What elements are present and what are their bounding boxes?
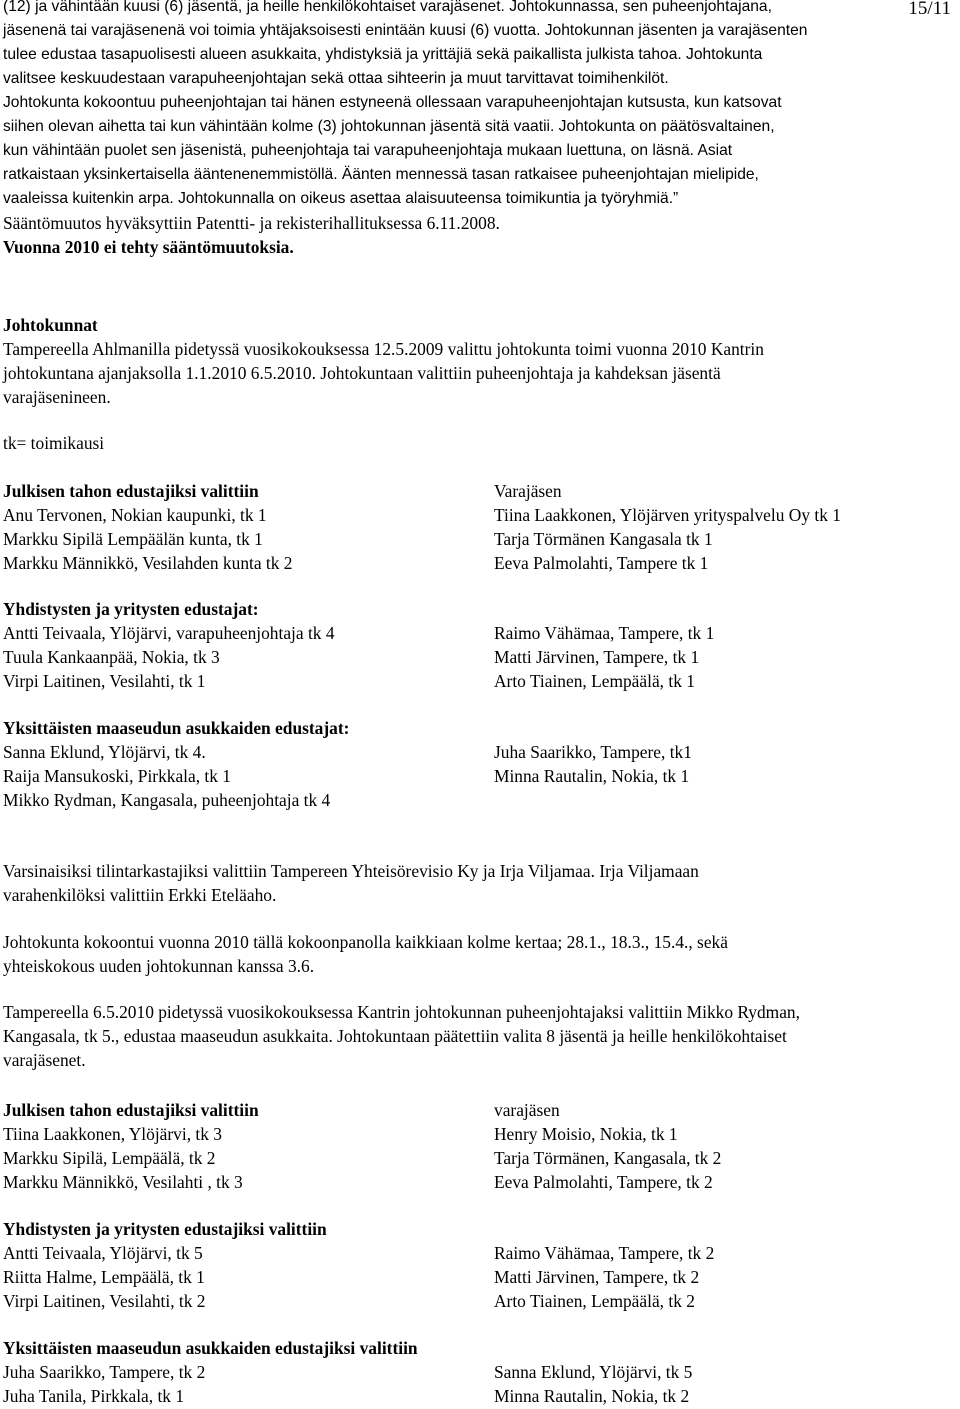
- text-line: Tampereella Ahlmanilla pidetyssä vuosikokouksessa 12.5.2009 valittu johtokunta toimi vuonna 2010 Kantrin: [3, 339, 764, 359]
- member-row: [3, 1384, 957, 1408]
- member-header-row: [3, 1217, 957, 1241]
- board-2010-rural: [3, 1336, 957, 1408]
- member-header-row: [3, 479, 957, 503]
- text-line: varajäsenet.: [3, 1050, 86, 1070]
- deputy: Minna Rautalin, Nokia, tk 1: [494, 766, 690, 786]
- page-number: 15/11: [908, 0, 951, 19]
- tk-note: [3, 431, 957, 455]
- member-row: [3, 764, 957, 788]
- member: Markku Sipilä Lempäälän kunta, tk 1: [3, 529, 263, 549]
- deputy: Eeva Palmolahti, Tampere, tk 2: [494, 1172, 713, 1192]
- board-2010-public: [3, 1098, 957, 1194]
- member-header-row: [3, 716, 957, 740]
- member-row: [3, 1241, 957, 1265]
- board-2009-public: [3, 479, 957, 575]
- member-row: [3, 1170, 957, 1194]
- board-2009-rural: [3, 716, 957, 812]
- board-2009-associations: [3, 597, 957, 693]
- group-heading: Julkisen tahon edustajiksi valittiin: [3, 481, 259, 501]
- member-row: [3, 527, 957, 551]
- deputy: Tiina Laakkonen, Ylöjärven yrityspalvelu Oy tk 1: [494, 505, 841, 525]
- text-line: siihen olevan aihetta tai kun vähintään kolme (3) johtokunnan jäsentä sitä vaatii. Johtokunta on päätösvaltainen,: [3, 118, 775, 135]
- group-heading: Yksittäisten maaseudun asukkaiden edustajat:: [3, 718, 350, 738]
- member: Virpi Laitinen, Vesilahti, tk 2: [3, 1291, 206, 1311]
- section-heading: Johtokunnat: [3, 315, 98, 335]
- member-row: [3, 1122, 957, 1146]
- no-amendment-line: Vuonna 2010 ei tehty sääntömuutoksia.: [3, 237, 294, 257]
- meetings-paragraph: [3, 930, 957, 978]
- text-line: Kangasala, tk 5., edustaa maaseudun asukkaita. Johtokuntaan päätettiin valita 8 jäsentä ja heille henkilökohtaiset: [3, 1026, 787, 1046]
- text-line: kun vähintään puolet sen jäsenistä, puheenjohtaja tai varapuheenjohtaja mukaan luettuna, on läsnä. Asiat: [3, 142, 733, 159]
- member: Markku Männikkö, Vesilahden kunta tk 2: [3, 553, 293, 573]
- member: Tiina Laakkonen, Ylöjärvi, tk 3: [3, 1124, 222, 1144]
- member-row: [3, 740, 957, 764]
- member: Mikko Rydman, Kangasala, puheenjohtaja tk 4: [3, 790, 331, 810]
- text-line: valitsee keskuudestaan varapuheenjohtajan sekä ottaa sihteerin ja muut tarvittavat toimihenkilöt.: [3, 70, 669, 87]
- member-row: [3, 1146, 957, 1170]
- text-line: Johtokunta kokoontui vuonna 2010 tällä kokoonpanolla kaikkiaan kolme kertaa; 28.1., 18.3., 15.4., sekä: [3, 932, 728, 952]
- deputy: Tarja Törmänen Kangasala tk 1: [494, 529, 713, 549]
- deputy: Raimo Vähämaa, Tampere, tk 2: [494, 1243, 715, 1263]
- election-paragraph: [3, 1000, 957, 1072]
- member: Markku Männikkö, Vesilahti , tk 3: [3, 1172, 243, 1192]
- deputy: Tarja Törmänen, Kangasala, tk 2: [494, 1148, 722, 1168]
- member-row: [3, 645, 957, 669]
- deputy: Henry Moisio, Nokia, tk 1: [494, 1124, 678, 1144]
- text-line: Varsinaisiksi tilintarkastajiksi valittiin Tampereen Yhteisörevisio Ky ja Irja Viljamaa. Irja Viljamaan: [3, 861, 699, 881]
- text-line: vaaleissa kuitenkin arpa. Johtokunnalla on oikeus asettaa alaisuuteensa toimikuntia ja työryhmiä.”: [3, 190, 679, 207]
- member-header-row: [3, 1336, 957, 1360]
- member-row: [3, 788, 957, 812]
- member: Anu Tervonen, Nokian kaupunki, tk 1: [3, 505, 267, 525]
- member: Markku Sipilä, Lempäälä, tk 2: [3, 1148, 216, 1168]
- text-line: tulee edustaa tasapuolisesti alueen asukkaita, yhdistyksiä ja yrittäjiä sekä paikallista julkista tahoa. Johtokunta: [3, 46, 763, 63]
- text-line: johtokuntana ajanjaksolla 1.1.2010 6.5.2010. Johtokuntaan valittiin puheenjohtaja ja kahdeksan jäsentä: [3, 363, 721, 383]
- text-line: jäsenenä tai varajäsenenä voi toimia yhtäjaksoisesti enintään kuusi (6) vuotta. Johtokunnan jäsenten ja varajäsenten: [3, 22, 808, 39]
- group-heading: Julkisen tahon edustajiksi valittiin: [3, 1100, 259, 1120]
- text-line: (12) ja vähintään kuusi (6) jäsentä, ja heille henkilökohtaiset varajäsenet. Johtokunnassa, sen puheenjohtajana,: [3, 0, 772, 15]
- deputy: Arto Tiainen, Lempäälä, tk 2: [494, 1291, 695, 1311]
- auditors-paragraph: [3, 859, 957, 907]
- group-heading: Yhdistysten ja yritysten edustajiksi valittiin: [3, 1219, 327, 1239]
- deputy: Sanna Eklund, Ylöjärvi, tk 5: [494, 1362, 693, 1382]
- text-line: varahenkilöksi valittiin Erkki Eteläaho.: [3, 885, 277, 905]
- deputy: Minna Rautalin, Nokia, tk 2: [494, 1386, 690, 1406]
- amendment-line: Sääntömuutos hyväksyttiin Patentti- ja rekisterihallituksessa 6.11.2008.: [3, 213, 500, 233]
- group-heading: Yhdistysten ja yritysten edustajat:: [3, 599, 259, 619]
- member: Tuula Kankaanpää, Nokia, tk 3: [3, 647, 220, 667]
- text-line: varajäsenineen.: [3, 387, 111, 407]
- member: Raija Mansukoski, Pirkkala, tk 1: [3, 766, 231, 786]
- bylaws-paragraph: [3, 0, 957, 211]
- member-row: [3, 1265, 957, 1289]
- member: Juha Tanila, Pirkkala, tk 1: [3, 1386, 185, 1406]
- member-header-row: [3, 597, 957, 621]
- deputy: Raimo Vähämaa, Tampere, tk 1: [494, 623, 715, 643]
- board-2010-associations: [3, 1217, 957, 1313]
- member: Antti Teivaala, Ylöjärvi, tk 5: [3, 1243, 203, 1263]
- group-heading: Yksittäisten maaseudun asukkaiden edustajiksi valittiin: [3, 1338, 418, 1358]
- text-line: Tampereella 6.5.2010 pidetyssä vuosikokouksessa Kantrin johtokunnan puheenjohtajaksi valittiin Mikko Rydman,: [3, 1002, 800, 1022]
- member-row: [3, 1360, 957, 1384]
- tk-note-text: tk= toimikausi: [3, 433, 105, 453]
- member: Sanna Eklund, Ylöjärvi, tk 4.: [3, 742, 206, 762]
- deputy: Eeva Palmolahti, Tampere tk 1: [494, 553, 709, 573]
- member-row: [3, 551, 957, 575]
- member-row: [3, 669, 957, 693]
- member-row: [3, 621, 957, 645]
- board-section: [3, 313, 957, 409]
- member: Riitta Halme, Lempäälä, tk 1: [3, 1267, 205, 1287]
- member-header-row: [3, 1098, 957, 1122]
- member: Antti Teivaala, Ylöjärvi, varapuheenjohtaja tk 4: [3, 623, 335, 643]
- deputy-heading: varajäsen: [494, 1100, 560, 1120]
- text-line: yhteiskokous uuden johtokunnan kanssa 3.6.: [3, 956, 315, 976]
- deputy: Arto Tiainen, Lempäälä, tk 1: [494, 671, 695, 691]
- member: Virpi Laitinen, Vesilahti, tk 1: [3, 671, 206, 691]
- deputy: Matti Järvinen, Tampere, tk 1: [494, 647, 700, 667]
- deputy: Juha Saarikko, Tampere, tk1: [494, 742, 692, 762]
- member-row: [3, 1289, 957, 1313]
- text-line: ratkaistaan yksinkertaisella ääntenenemmistöllä. Äänten mennessä tasan ratkaisee puheenjohtajan mielipide,: [3, 166, 759, 183]
- deputy: Matti Järvinen, Tampere, tk 2: [494, 1267, 700, 1287]
- text-line: Johtokunta kokoontuu puheenjohtajan tai hänen estyneenä ollessaan varapuheenjohtajan kutsusta, kun katsovat: [3, 94, 782, 111]
- deputy-heading: Varajäsen: [494, 481, 562, 501]
- member: Juha Saarikko, Tampere, tk 2: [3, 1362, 206, 1382]
- member-row: [3, 503, 957, 527]
- amendment-block: [3, 211, 957, 259]
